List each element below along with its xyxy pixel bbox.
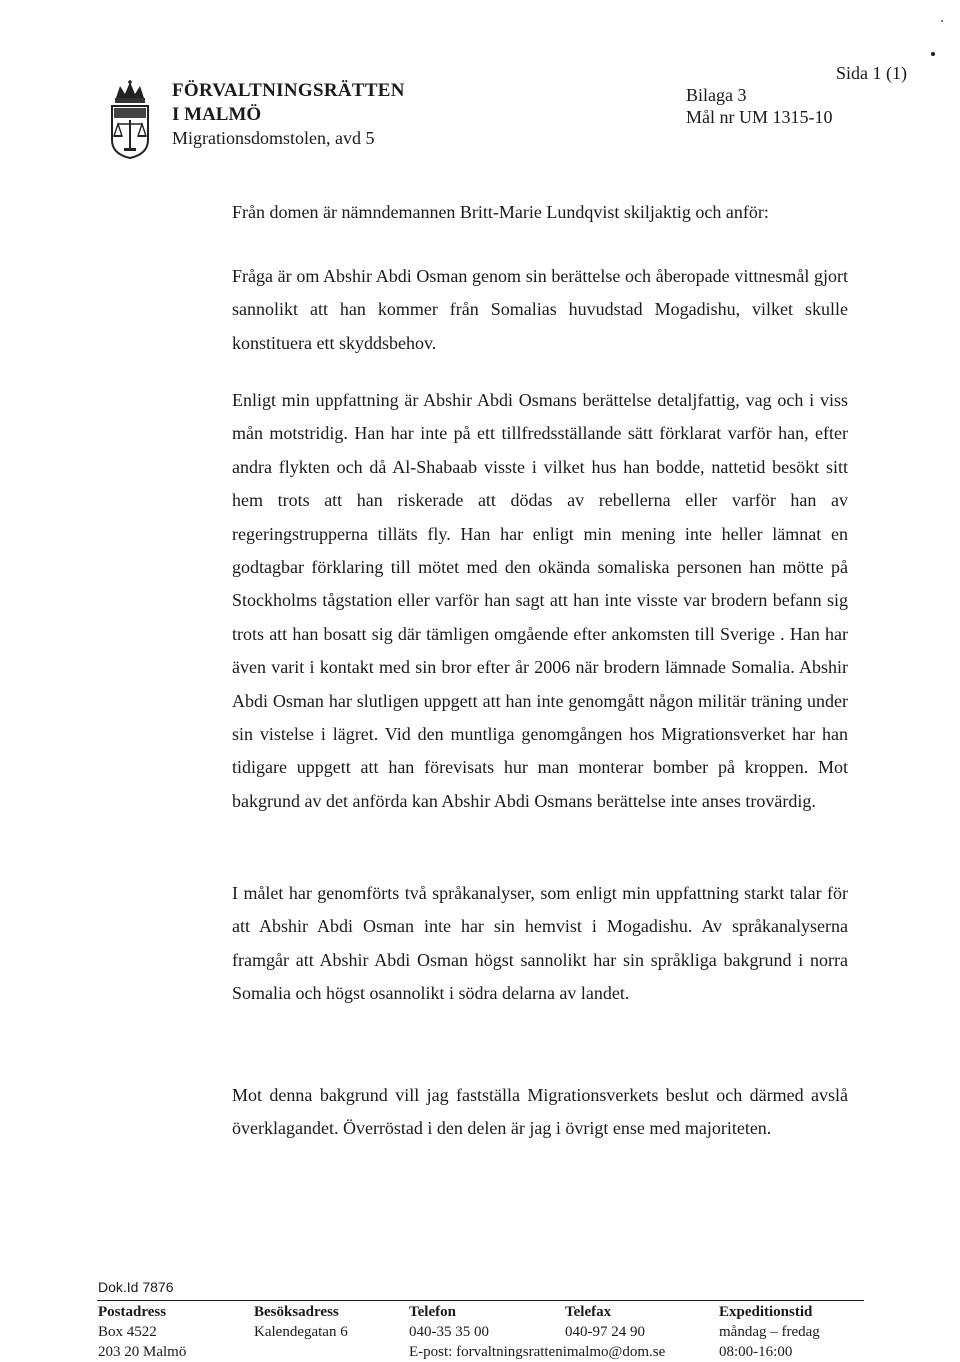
visit-address-label: Besöksadress <box>254 1304 339 1320</box>
footer-fax <box>565 1302 645 1342</box>
postal-address-line: Box 4522 <box>98 1324 157 1340</box>
court-location: I MALMÖ <box>172 104 262 125</box>
scan-speck <box>941 20 943 22</box>
court-name: FÖRVALTNINGSRÄTTEN <box>172 80 405 101</box>
visit-address-line: Kalendegatan 6 <box>254 1324 348 1340</box>
case-number: Mål nr UM 1315-10 <box>686 107 833 127</box>
paragraph-conclusion: Mot denna bakgrund vill jag fastställa Migrationsverkets beslut och därmed avslå överklagandet. Överröstad i den delen är jag i övrigt ense med majoriteten. <box>232 1085 848 1139</box>
footer-visit-address <box>254 1302 348 1342</box>
court-emblem-icon <box>108 80 152 160</box>
attachment-label: Bilaga 3 <box>686 85 747 105</box>
paragraph-language-analysis: I målet har genomförts två språkanalyser, som enligt min uppfattning starkt talar för att Abshir Abdi Osman inte har sin hemvist i Mogadishu. Av språkanalyserna framgår att Abshir Abdi Osman högst sannolikt har sin språkliga bakgrund i norra Somalia och högst osannolikt i södra delarna av landet. <box>232 883 848 1004</box>
page-number: Sida 1 (1) <box>836 63 907 83</box>
footer-office-hours <box>719 1302 820 1362</box>
office-hours-label: Expeditionstid <box>719 1304 813 1320</box>
intro-statement: Från domen är nämndemannen Britt-Marie Lundqvist skiljaktig och anför: <box>232 202 769 222</box>
paragraph-question: Fråga är om Abshir Abdi Osman genom sin berättelse och åberopade vittnesmål gjort sannolikt att han kommer från Somalias huvudstad Mogadishu, vilket skulle konstituera ett skyddsbehov. <box>232 266 848 353</box>
footer-postal-address <box>98 1302 186 1362</box>
court-division: Migrationsdomstolen, avd 5 <box>172 128 375 148</box>
office-hours-time: 08:00-16:00 <box>719 1344 793 1360</box>
footer-divider <box>97 1300 864 1301</box>
fax-number: 040-97 24 90 <box>565 1324 645 1340</box>
postal-address-label: Postadress <box>98 1304 167 1320</box>
office-hours-days: måndag – fredag <box>719 1324 820 1340</box>
phone-number: 040-35 35 00 <box>409 1324 489 1340</box>
fax-label: Telefax <box>565 1304 612 1320</box>
document-id: Dok.Id 7876 <box>98 1279 174 1295</box>
phone-label: Telefon <box>409 1304 456 1320</box>
paragraph-credibility: Enligt min uppfattning är Abshir Abdi Osmans berättelse detaljfattig, vag och i viss mån motstridig. Han har inte på ett tillfredsställande sätt förklarat varför han, efter andra flykten och då Al-Shabaab visste i vilket hus han bodde, nattetid besökt sitt hem trots att han riskerade att dödas av rebellerna eller varför han av regeringstrupperna tilläts fly. Han har enligt min mening inte heller lämnat en godtagbar förklaring till mötet med den okända somaliska personen han mötte på Stockholms tågstation eller varför han sagt att han inte visste var brodern befann sig trots att han bosatt sig där tämligen omgående efter ankomsten till Sverige . Han har även varit i kontakt med sin bror efter år 2006 när brodern lämnade Somalia. Abshir Abdi Osman har slutligen uppgett att han inte genomgått någon militär träning under sin vistelse i lägret. Vid den muntliga genomgången hos Migrationsverket har han tidigare uppgett att han förevisats hur man monterar bomber på kroppen. Mot bakgrund av det anförda kan Abshir Abdi Osmans berättelse inte anses trovärdig. <box>232 390 848 811</box>
postal-address-line: 203 20 Malmö <box>98 1344 187 1360</box>
email-address: E-post: forvaltningsrattenimalmo@dom.se <box>409 1344 666 1360</box>
scan-speck <box>931 52 935 56</box>
